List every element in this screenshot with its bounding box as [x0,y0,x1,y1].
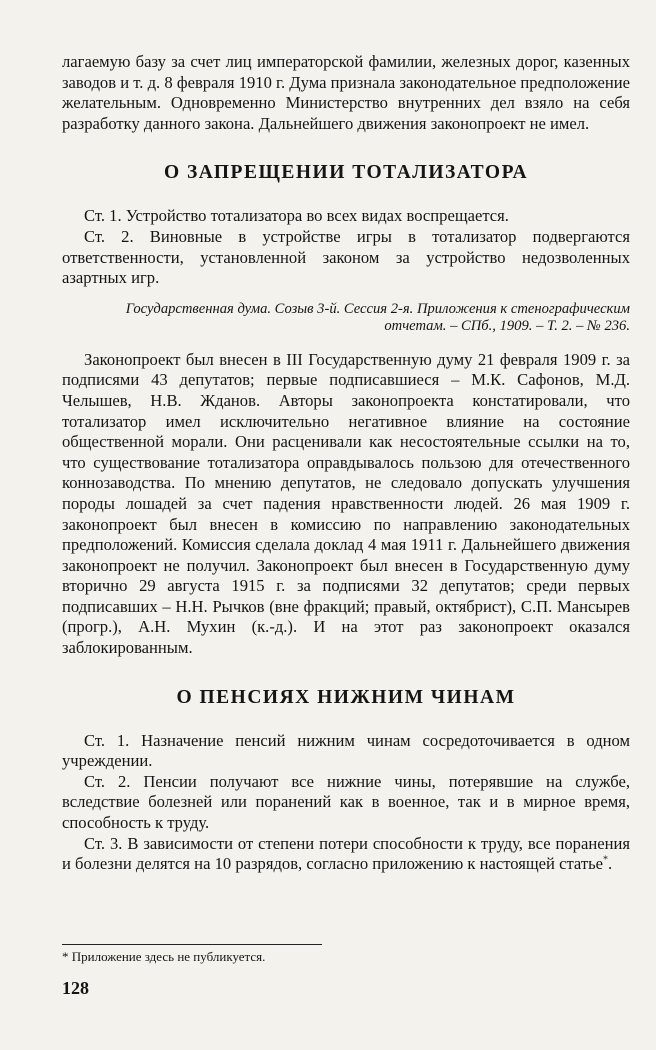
footnote: * Приложение здесь не публикуется. [62,949,266,964]
section-heading-pensions: О ПЕНСИЯХ НИЖНИМ ЧИНАМ [176,686,516,708]
article-2: Ст. 2. Пенсии получают все нижние чины, потерявшие на службе, вследствие болезней или поранений как в военное, так и в мирное время, способность к труду. [62,771,630,833]
continuation-paragraph: лагаемую базу за счет лиц императорской фамилии, железных дорог, казенных заводов и т. д. 8 февраля 1910 г. Дума признала законодательное предположение желательным. Одновременно Министерство внутренних дел взяло на себя разработку данного закона. Дальнейшего движения законопроект не имел. [62,52,630,133]
section-heading-totalizator: О ЗАПРЕЩЕНИИ ТОТАЛИЗАТОРА [163,162,529,184]
article-2: Ст. 2. Виновные в устройстве игры в тотализатор подвергаются ответственности, установленной законом за устройство недозволенных азартных игр. [62,226,630,288]
footnote-divider [62,944,322,945]
article-1: Ст. 1. Устройство тотализатора во всех видах воспрещается. [84,206,509,226]
commentary-paragraph: Законопроект был внесен в III Государственную думу 21 февраля 1909 г. за подписями 43 депутатов; первые подписавшиеся – М.К. Сафонов, М.Д. Челышев, Н.В. Жданов. Авторы законопроекта констатировали, что тотализатор имел исключительно негативное влияние на состояние общественной морали. Они расценивали как несостоятельные ссылки на то, что существование тотализатора оправдывалось пользою для отечественного коннозаводства. По мнению депутатов, не следовало допускать улучшения породы лошадей за счет падения нравственности людей. 26 мая 1909 г. законопроект был внесен в комиссию по направлению законодательных предположений. Комиссия сделала доклад 4 мая 1911 г. Дальнейшего движения законопроект не получил. Законопроект был внесен в Государственную думу вторично 29 августа 1915 г. за подписями 32 депутатов; среди первых подписавших – Н.Н. Рычков (вне фракций; правый, октябрист), С.П. Мансырев (прогр.), А.Н. Мухин (к.-д.). И на этот раз законопроект оказался заблокированным. [62,349,630,658]
source-citation: Государственная дума. Созыв 3-й. Сессия 2-я. Приложения к стенографическим отчетам. – СПб., 1909. – Т. 2. – № 236. [125,300,630,335]
article-3: Ст. 3. В зависимости от степени потери способности к труду, все поранения и болезни делятся на 10 разрядов, согласно приложению к настоящей статье*. [62,833,630,874]
footnote-mark: * [603,854,609,866]
article-1: Ст. 1. Назначение пенсий нижним чинам сосредоточивается в одном учреждении. [62,730,630,771]
article-3-text: Ст. 3. В зависимости от степени потери способности к труду, все поранения и болезни делятся на 10 разрядов, согласно приложению к настоящей статье [62,833,630,874]
page-body [62,52,630,875]
page-number: 128 [62,978,89,998]
